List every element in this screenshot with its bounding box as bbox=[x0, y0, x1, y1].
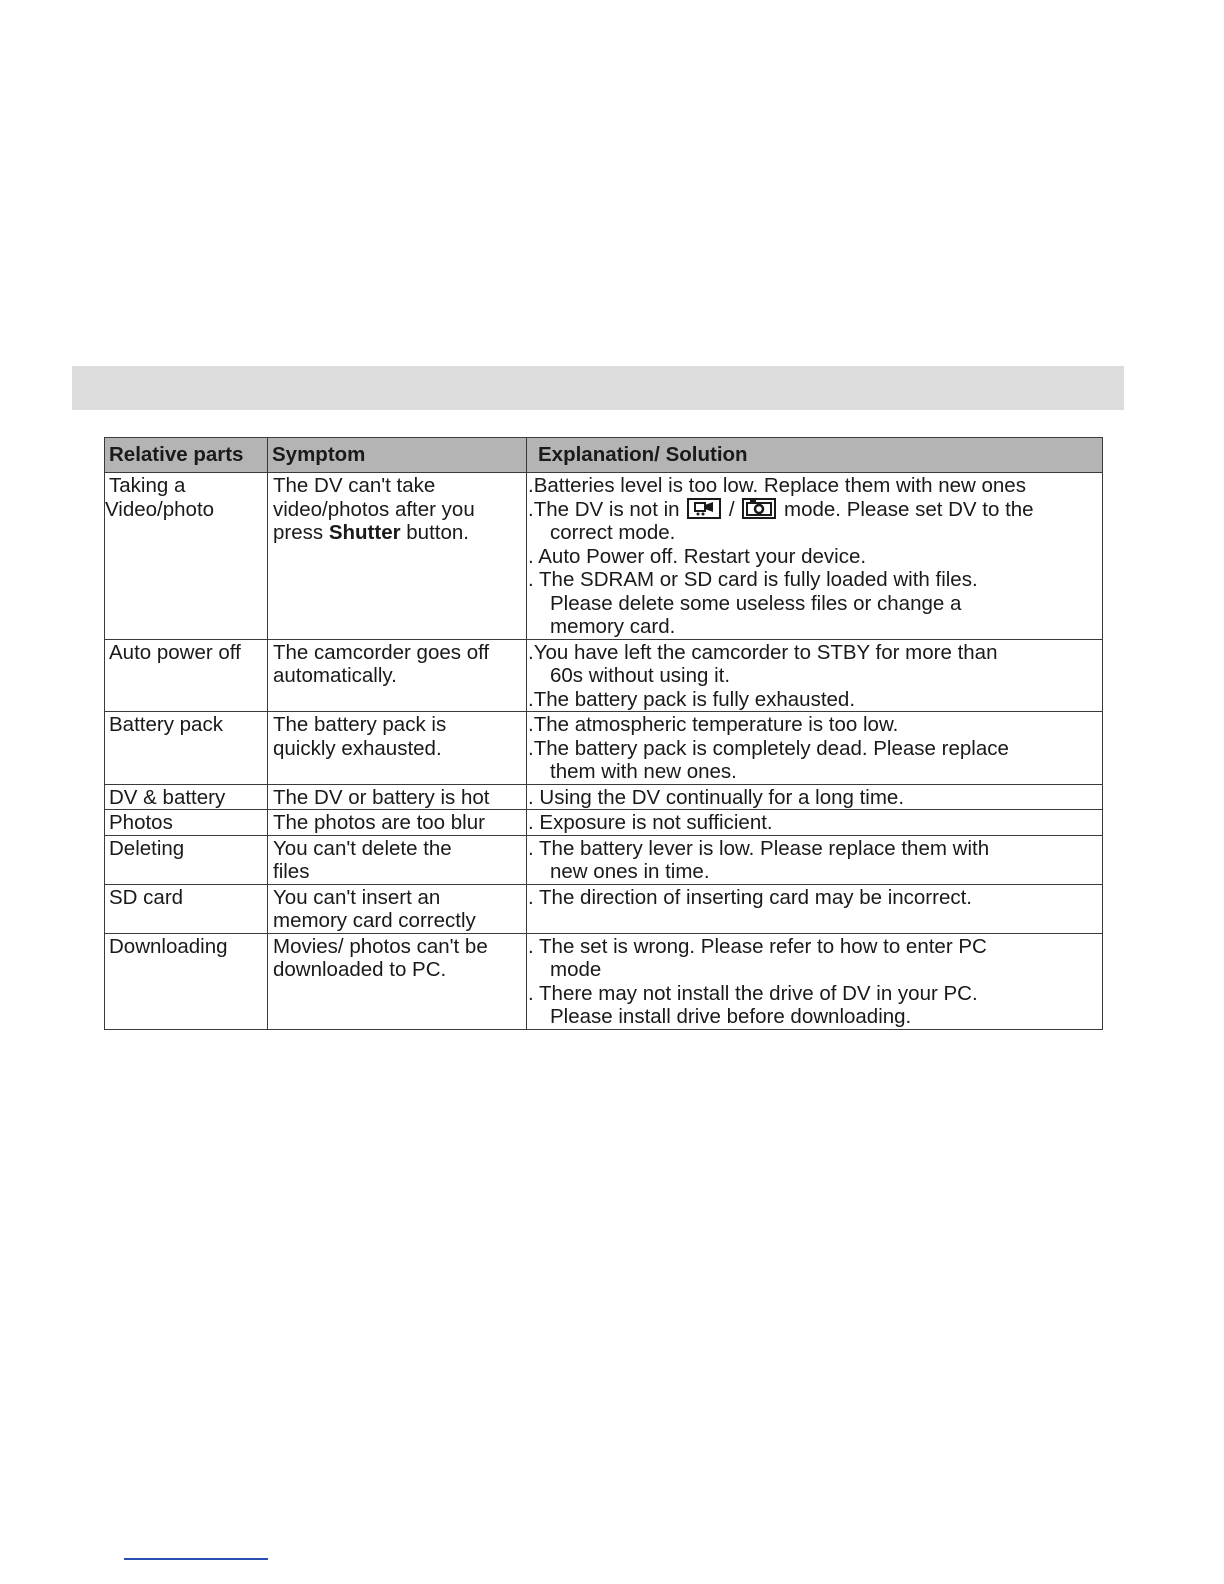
text-line: The battery pack is bbox=[273, 713, 447, 736]
cell-symptom bbox=[268, 835, 527, 884]
cell-relative-part: Photos bbox=[105, 810, 268, 836]
text-fragment: mode. Please set DV to the bbox=[778, 497, 1034, 521]
cell-symptom bbox=[268, 933, 527, 1029]
text-fragment: button. bbox=[400, 521, 469, 544]
cell-relative-part: Downloading bbox=[105, 933, 268, 1029]
text-fragment: .The DV is not in bbox=[528, 497, 686, 521]
text-line: Please install drive before downloading. bbox=[550, 1005, 912, 1028]
cell-symptom bbox=[268, 473, 527, 640]
cell-explanation bbox=[527, 639, 1103, 712]
cell-symptom bbox=[268, 884, 527, 933]
section-header-bar bbox=[72, 366, 1124, 410]
text-line: .The battery pack is fully exhausted. bbox=[528, 687, 856, 711]
cell-symptom: The photos are too blur bbox=[268, 810, 527, 836]
column-header-relative-parts: Relative parts bbox=[105, 438, 268, 473]
troubleshooting-table bbox=[104, 437, 1103, 1030]
text-fragment: press bbox=[273, 521, 329, 544]
text-line: downloaded to PC. bbox=[273, 958, 447, 981]
cell-explanation: . Using the DV continually for a long time. bbox=[527, 784, 1103, 810]
text-line: video/photos after you bbox=[273, 497, 475, 521]
cell-relative-part: SD card bbox=[105, 884, 268, 933]
text-line bbox=[528, 498, 1100, 522]
text-line: new ones in time. bbox=[550, 860, 710, 883]
table-row bbox=[105, 884, 1103, 933]
text-line: quickly exhausted. bbox=[273, 736, 442, 760]
cell-relative-part: Battery pack bbox=[105, 712, 268, 785]
cell-relative-part: Auto power off bbox=[105, 639, 268, 712]
text-line: files bbox=[273, 860, 310, 883]
text-line: Taking a bbox=[109, 474, 186, 497]
text-line: You can't delete the bbox=[273, 836, 452, 860]
table-row bbox=[105, 933, 1103, 1029]
text-line: . The set is wrong. Please refer to how to enter PC bbox=[528, 934, 987, 958]
shutter-label: Shutter bbox=[328, 521, 401, 544]
video-mode-icon bbox=[687, 498, 721, 519]
cell-explanation bbox=[527, 473, 1103, 640]
text-line: The DV can't take bbox=[273, 474, 436, 497]
cell-symptom bbox=[268, 639, 527, 712]
text-line: . Auto Power off. Restart your device. bbox=[528, 544, 867, 568]
text-line: Video/photo bbox=[105, 497, 215, 521]
cell-explanation: . Exposure is not sufficient. bbox=[527, 810, 1103, 836]
table-row bbox=[105, 835, 1103, 884]
cell-relative-part: DV & battery bbox=[105, 784, 268, 810]
text-line: automatically. bbox=[273, 664, 397, 687]
cell-explanation bbox=[527, 933, 1103, 1029]
cell-explanation bbox=[527, 712, 1103, 785]
text-line: The camcorder goes off bbox=[273, 640, 490, 664]
column-header-explanation: Explanation/ Solution bbox=[527, 438, 1103, 473]
text-line: . There may not install the drive of DV in your PC. bbox=[528, 981, 978, 1005]
cell-symptom bbox=[268, 712, 527, 785]
table-row bbox=[105, 473, 1103, 640]
table-row bbox=[105, 639, 1103, 712]
text-line: . The SDRAM or SD card is fully loaded with files. bbox=[528, 568, 978, 591]
table-row bbox=[105, 784, 1103, 810]
text-line bbox=[273, 521, 524, 545]
text-line: .The battery pack is completely dead. Please replace bbox=[528, 736, 1009, 760]
cell-relative-part bbox=[105, 473, 268, 640]
text-line: .The atmospheric temperature is too low. bbox=[528, 713, 899, 736]
footer-divider bbox=[124, 1558, 268, 1560]
text-line: 60s without using it. bbox=[550, 664, 731, 687]
text-line: . The battery lever is low. Please replace them with bbox=[528, 836, 990, 860]
cell-explanation: . The direction of inserting card may be incorrect. bbox=[527, 884, 1103, 933]
text-line: memory card. bbox=[550, 615, 676, 638]
text-line: them with new ones. bbox=[550, 760, 737, 783]
text-line: Please delete some useless files or change a bbox=[550, 591, 962, 615]
table-header-row bbox=[105, 438, 1103, 473]
text-line: .Batteries level is too low. Replace them with new ones bbox=[528, 474, 1026, 497]
cell-explanation bbox=[527, 835, 1103, 884]
table-row bbox=[105, 810, 1103, 836]
camera-mode-icon bbox=[742, 498, 776, 519]
text-line: memory card correctly bbox=[273, 909, 476, 932]
text-line: .You have left the camcorder to STBY for more than bbox=[528, 640, 998, 664]
text-fragment: / bbox=[723, 497, 741, 521]
cell-symptom: The DV or battery is hot bbox=[268, 784, 527, 810]
text-line: mode bbox=[550, 958, 602, 981]
text-line: correct mode. bbox=[550, 521, 676, 544]
text-line: You can't insert an bbox=[273, 885, 441, 909]
text-line: Movies/ photos can't be bbox=[273, 934, 488, 958]
table-row bbox=[105, 712, 1103, 785]
cell-relative-part: Deleting bbox=[105, 835, 268, 884]
column-header-symptom: Symptom bbox=[268, 438, 527, 473]
